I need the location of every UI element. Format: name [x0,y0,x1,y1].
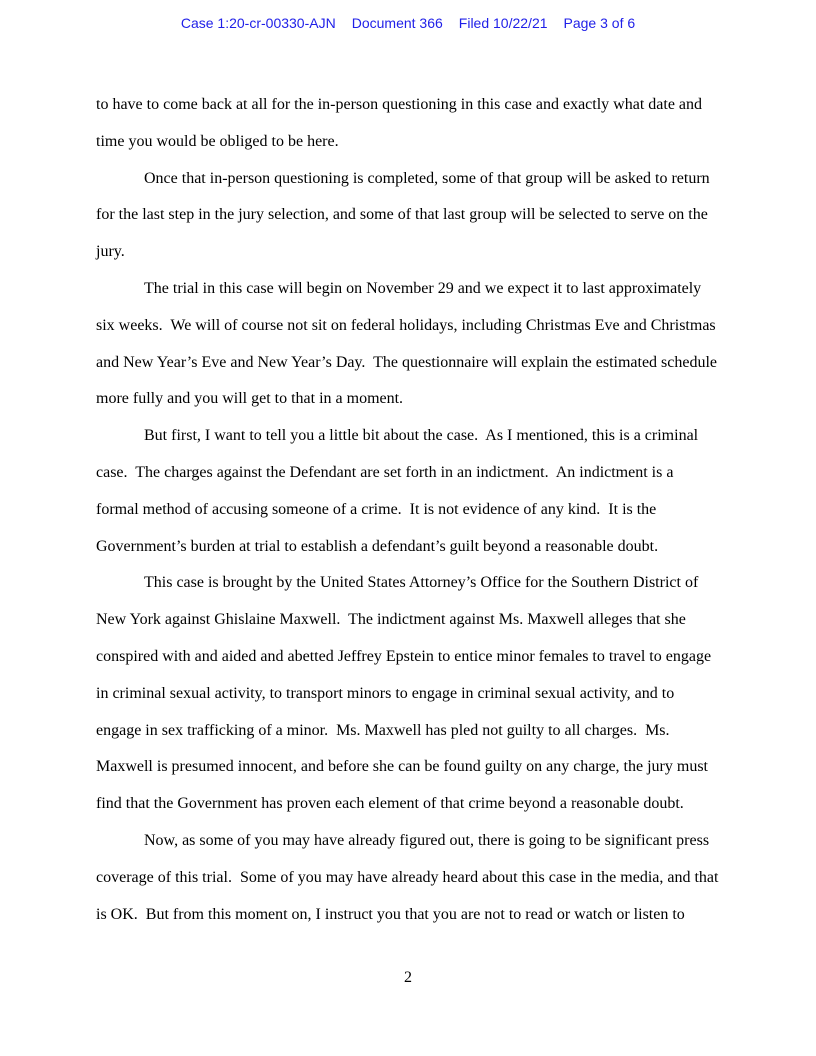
body-paragraph: Once that in-person questioning is completed, some of that group will be asked to return for the last step in the jury selection, and some of that last group will be selected to serve on the jury. [96,169,714,261]
pacer-stamp-segment: Filed 10/22/21 [458,15,548,31]
pacer-stamp-segment: Document 366 [351,15,443,31]
body-paragraph: The trial in this case will begin on November 29 and we expect it to last approximately six weeks. We will of course not sit on federal holidays, including Christmas Eve and Christmas and New Year’s Eve and New Year’s Day. The questionnaire will explain the estimated schedule more fully and you will get to that in a moment. [96,279,722,408]
page-number: 2 [404,969,412,986]
body-paragraph: But first, I want to tell you a little bit about the case. As I mentioned, this is a criminal case. The charges against the Defendant are set forth in an indictment. An indictment is a formal method of accusing someone of a crime. It is not evidence of any kind. It is the Government’s burden at trial to establish a defendant’s guilt beyond a reasonable doubt. [96,427,703,555]
body-paragraph: Now, as some of you may have already figured out, there is going to be significant press coverage of this trial. Some of you may have already heard about this case in the media, and that is OK. But from this moment on, I instruct you that you are not to read or watch or listen to [96,831,723,923]
body-paragraph: to have to come back at all for the in-person questioning in this case and exactly what date and time you would be obliged to be here. [96,96,707,150]
pacer-stamp-segment: Page 3 of 6 [563,15,636,31]
pacer-stamp-segment: Case 1:20-cr-00330-AJN [180,15,336,31]
document-body [96,87,723,933]
body-paragraph: This case is brought by the United States Attorney’s Office for the Southern District of New York against Ghislaine Maxwell. The indictment against Ms. Maxwell alleges that she conspired with and aided and abetted Jeffrey Epstein to entice minor females to travel to engage in criminal sexual activity, to transport minors to engage in criminal sexual activity, and to engage in sex trafficking of a minor. Ms. Maxwell has pled not guilty to all charges. Ms. Maxwell is presumed innocent, and before she can be found guilty on any charge, the jury must find that the Government has proven each element of that crime beyond a reasonable doubt. [96,574,716,813]
pacer-stamp [0,15,816,32]
